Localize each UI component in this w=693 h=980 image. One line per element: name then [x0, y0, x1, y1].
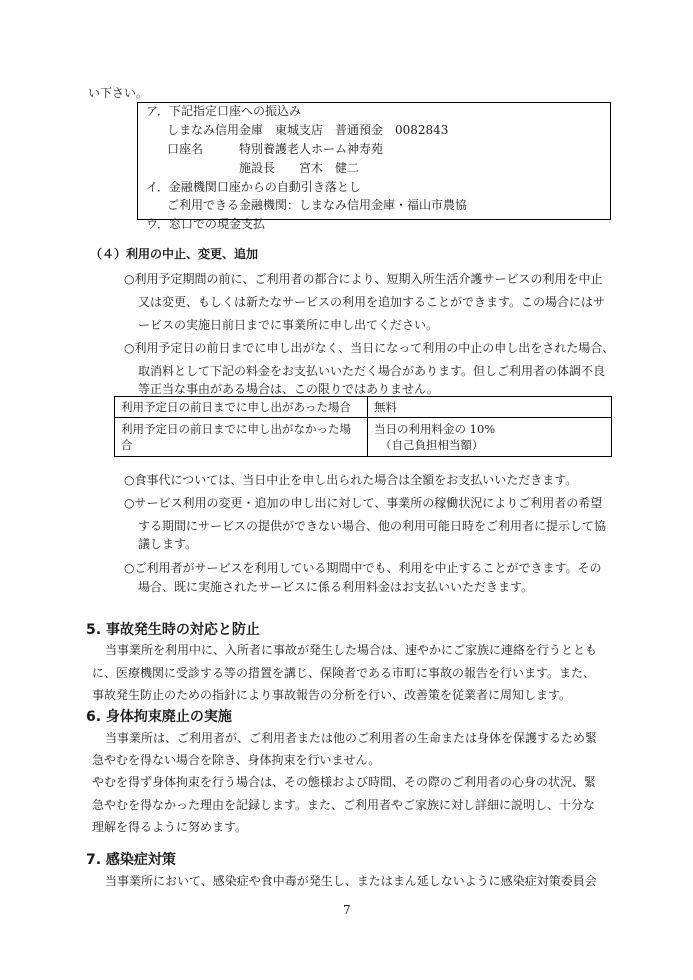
paragraph-line: 当事業所を利用中に、入所者に事故が発生した場合は、速やかにご家族に連絡を行うととも [105, 643, 598, 657]
section-heading: 6. 身体拘束廃止の実施 [86, 709, 232, 725]
paragraph-line: 事故発生防止のための指針により事故報告の分析を行い、改善策を従業者に周知します。 [92, 688, 572, 702]
page-number: 7 [343, 903, 351, 917]
table-cell-condition: 利用予定日の前日までに申し出がなかった場合 [115, 418, 368, 457]
section-heading: （４）利用の中止、変更、追加 [90, 247, 259, 261]
paragraph-line: ○利用予定日の前日までに申し出がなく、当日になって利用の中止の申し出をされた場合、 [124, 341, 615, 355]
table-cell-fee [368, 418, 612, 457]
paragraph-line: 等正当な事由がある場合は、この限りではありません。 [138, 382, 439, 396]
intro-fragment: い下さい。 [88, 86, 149, 100]
payment-line: 口座名 特別養護老人ホーム神寿苑 [167, 142, 384, 156]
paragraph-line: 急やむを得ない場合を除き、身体拘束を行いません。 [92, 753, 381, 767]
payment-line: しまなみ信用金庫 東城支店 普通預金 0082843 [167, 123, 449, 137]
paragraph-line: ○食事代については、当日中止を申し出られた場合は全額をお支払いいただきます。 [124, 473, 578, 487]
paragraph-line: 理解を得るように努めます。 [92, 820, 248, 834]
paragraph-line: ービスの実施日前日までに事業所に申し出てください。 [138, 318, 439, 332]
paragraph-line: 当事業所において、感染症や食中毒が発生し、またはまん延しないように感染症対策委員会 [105, 874, 597, 888]
paragraph-line: 急やむを得なかった理由を記録します。また、ご利用者やご家族に対し詳細に説明し、十分な [92, 798, 596, 812]
cancellation-fee-table [114, 396, 612, 457]
payment-line: ご利用できる金融機関：しまなみ信用金庫・福山市農協 [167, 198, 468, 212]
payment-line: ウ．窓口での現金支払 [146, 217, 266, 231]
paragraph-line: 議します。 [138, 537, 198, 551]
table-cell-fee: 無料 [368, 397, 612, 418]
payment-line: ア．下記指定口座への振込み [146, 104, 302, 118]
section-heading: 7. 感染症対策 [86, 852, 176, 868]
table-row [115, 418, 612, 457]
table-cell-condition: 利用予定日の前日までに申し出があった場合 [115, 397, 368, 418]
paragraph-line: 取消料として下記の料金をお支払いいただく場合があります。但しご利用者の体調不良 [138, 364, 606, 378]
fee-amount: 当日の利用料金の 10% [374, 422, 496, 436]
paragraph-line: やむを得ず身体拘束を行う場合は、その態様および時間、その際のご利用者の心身の状況、緊 [92, 775, 597, 789]
fee-note: （自己負担相当額） [380, 438, 484, 452]
section-heading: 5. 事故発生時の対応と防止 [86, 622, 260, 638]
payment-line: イ．金融機関口座からの自動引き落とし [146, 180, 361, 194]
paragraph-line: する期間にサービスの提供ができない場合、他の利用可能日時をご利用者に提示して協 [138, 519, 607, 533]
paragraph-line: 当事業所は、ご利用者が、ご利用者または他のご利用者の生命または身体を保護するため緊 [105, 731, 598, 745]
paragraph-line: 場合、既に実施されたサービスに係る利用料金はお支払いいただきます。 [138, 580, 534, 594]
table-row [115, 397, 612, 418]
paragraph-line: ○ご利用者がサービスを利用している期間中でも、利用を中止することができます。その [124, 561, 602, 575]
paragraph-line: に、医療機関に受診する等の措置を講じ、保険者である市町に事故の報告を行います。また、 [92, 666, 596, 680]
paragraph-line: 又は変更、もしくは新たなサービスの利用を追加することができます。この場合にはサ [138, 295, 606, 309]
paragraph-line: ○利用予定期間の前に、ご利用者の都合により、短期入所生活介護サービスの利用を中止 [124, 272, 603, 286]
paragraph-line: ○サービス利用の変更・追加の申し出に対して、事業所の稼働状況によりご利用者の希望 [124, 496, 603, 510]
payment-line: 施設長 宮木 健二 [239, 161, 360, 175]
